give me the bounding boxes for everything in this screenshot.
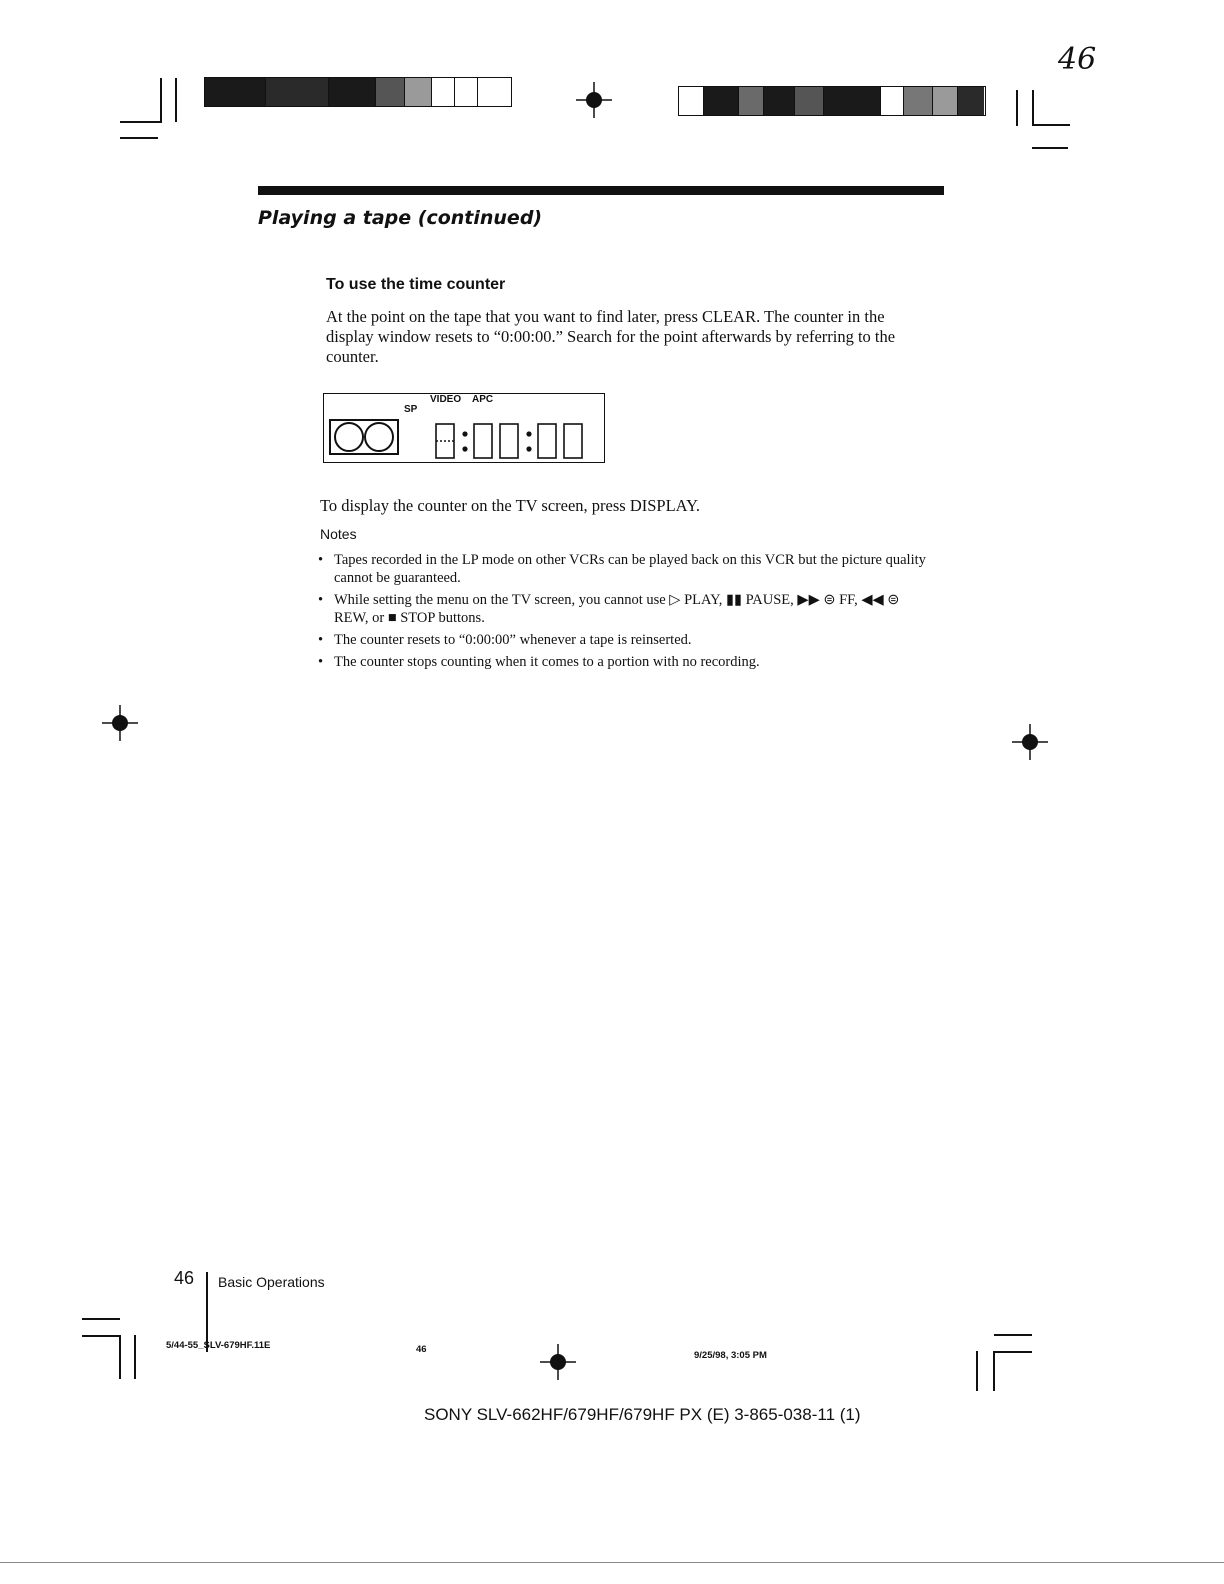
note-item: • While setting the menu on the TV screen, you cannot use ▷ PLAY, ▮▮ PAUSE, ▶▶ ⊜ FF, ◀◀ ⊜ REW, or ■ STOP buttons. <box>318 591 928 627</box>
page-number: 46 <box>174 1268 195 1288</box>
section-rule <box>258 186 944 195</box>
display-paragraph: To display the counter on the TV screen, press DISPLAY. <box>320 496 700 515</box>
crop-mark-top-right-h <box>1032 124 1070 126</box>
footer-section-name: Basic Operations <box>218 1274 325 1290</box>
crop-mark-bottom-left-h <box>82 1318 120 1320</box>
handwritten-page-mark: 46 <box>1058 42 1097 77</box>
crop-mark-top-left-v2 <box>175 78 177 122</box>
crop-mark-top-left-h <box>120 121 162 123</box>
crop-mark-top-left-h2 <box>120 137 158 139</box>
lcd-graphics <box>324 394 603 461</box>
note-item: • Tapes recorded in the LP mode on other VCRs can be played back on this VCR but the picture quality cannot be guaranteed. <box>318 551 928 587</box>
crop-mark-bottom-left-v1 <box>119 1335 121 1379</box>
slug-page-number: 46 <box>416 1344 427 1355</box>
registration-mark-top <box>576 82 612 118</box>
note-item: • The counter stops counting when it comes to a portion with no recording. <box>318 653 928 671</box>
lcd-display-illustration <box>323 393 605 463</box>
slug-date: 9/25/98, 3:05 PM <box>694 1350 767 1361</box>
lcd-sp-indicator: SP <box>404 404 418 415</box>
scan-edge-line <box>0 1562 1224 1563</box>
crop-mark-bottom-left-h2 <box>82 1335 120 1337</box>
lcd-video-indicator: VIDEO <box>430 394 462 405</box>
lcd-apc-indicator: APC <box>472 394 494 405</box>
subheading-time-counter: To use the time counter <box>326 276 506 293</box>
intro-paragraph: At the point on the tape that you want to find later, press CLEAR. The counter in the display window resets to “0:00:00.” Search for the point afterwards by referring to the counter. <box>326 307 896 366</box>
crop-mark-bottom-right-v2 <box>993 1351 995 1391</box>
crop-mark-bottom-right-h <box>994 1334 1032 1336</box>
section-heading: Playing a tape (continued) <box>258 207 543 229</box>
model-line: SONY SLV-662HF/679HF/679HF PX (E) 3-865-038-11 (1) <box>424 1405 861 1424</box>
registration-mark-right <box>1012 724 1048 760</box>
notes-list <box>318 551 928 675</box>
crop-mark-bottom-left-v2 <box>134 1335 136 1379</box>
notes-label: Notes <box>320 526 357 542</box>
color-bar-left <box>204 77 512 107</box>
registration-mark-left <box>102 705 138 741</box>
slug-file-name: 5/44-55_SLV-679HF.11E <box>166 1340 271 1351</box>
crop-mark-bottom-right-v1 <box>976 1351 978 1391</box>
note-item: • The counter resets to “0:00:00” whenever a tape is reinserted. <box>318 631 928 649</box>
registration-mark-bottom <box>540 1344 576 1380</box>
crop-mark-top-right-v2 <box>1032 90 1034 126</box>
crop-mark-bottom-right-h2 <box>994 1351 1032 1353</box>
color-bar-right <box>678 86 986 116</box>
crop-mark-top-right-v1 <box>1016 90 1018 126</box>
seven-segment-counter <box>436 424 582 458</box>
crop-mark-top-right-h2 <box>1032 147 1068 149</box>
crop-mark-top-left-v1 <box>160 78 162 122</box>
